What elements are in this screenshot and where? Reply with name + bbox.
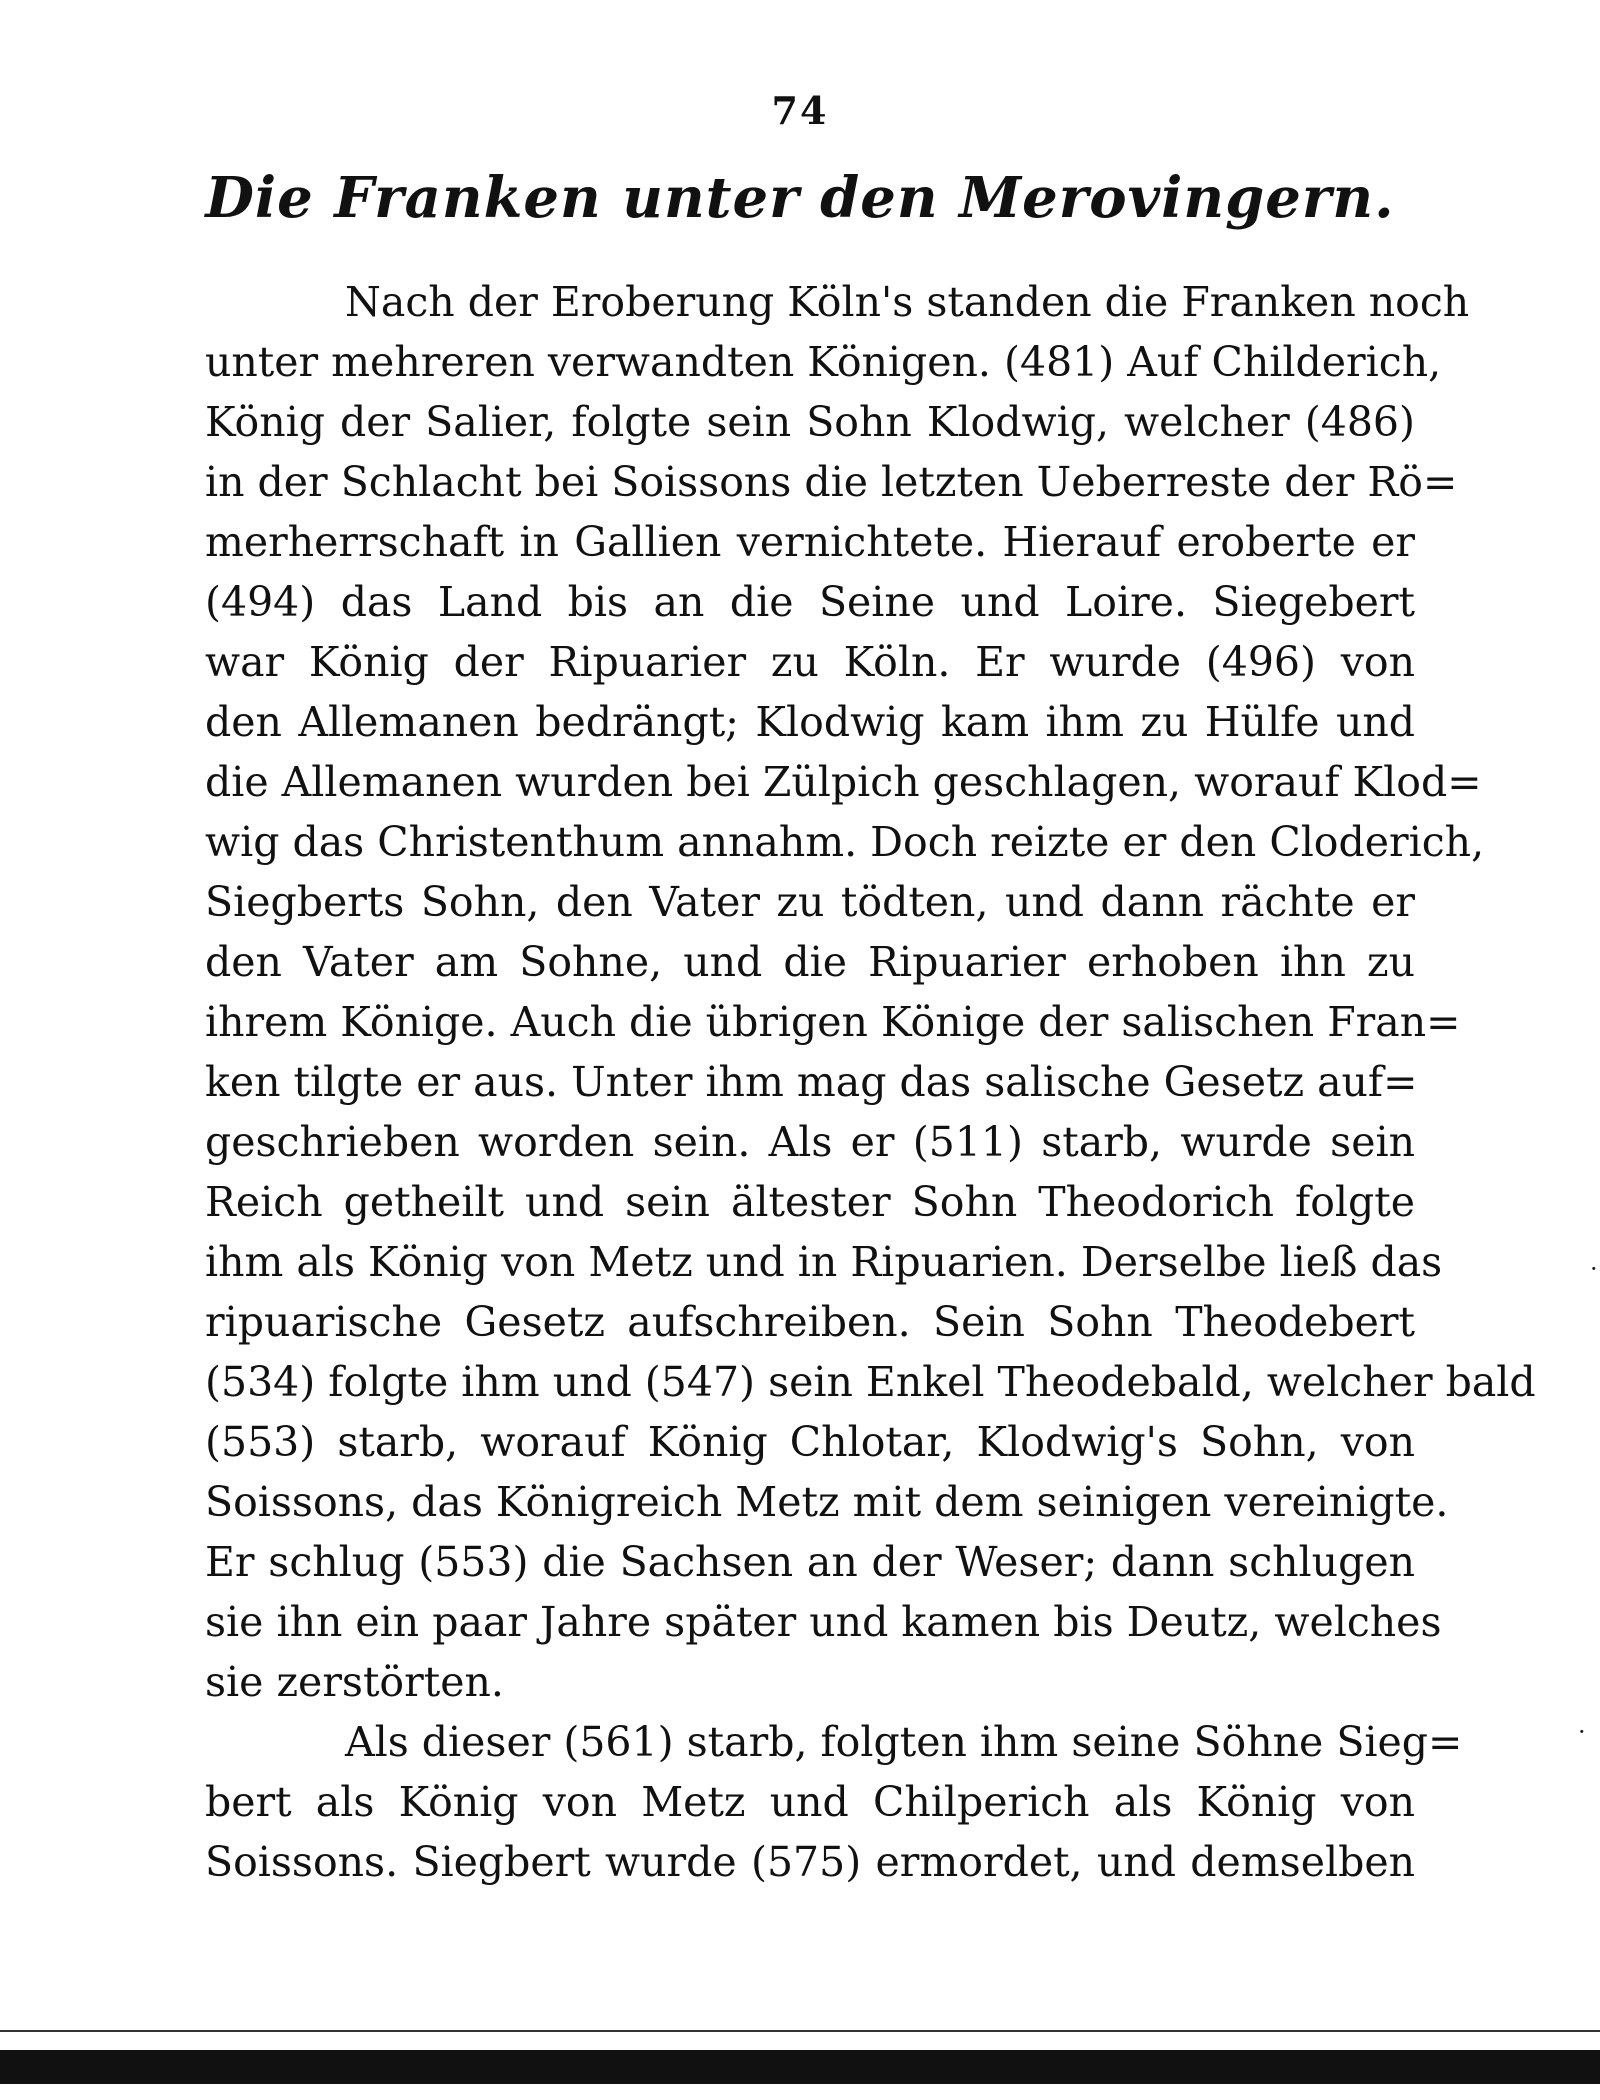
text-line: ripuarische Gesetz aufschreiben. Sein Sohn Theodebert — [205, 1298, 1415, 1346]
text-line: (494) das Land bis an die Seine und Loire. Siegebert — [205, 578, 1415, 626]
text-line: die Allemanen wurden bei Zülpich geschlagen, worauf Klod= — [205, 758, 1482, 806]
text-line: sie zerstörten. — [205, 1658, 504, 1706]
text-line: Nach der Eroberung Köln's standen die Franken noch — [345, 278, 1470, 326]
margin-speck: · — [1578, 1718, 1586, 1746]
text-line: Er schlug (553) die Sachsen an der Weser; dann schlugen — [205, 1538, 1415, 1586]
text-line: sie ihn ein paar Jahre später und kamen bis Deutz, welches — [205, 1598, 1442, 1646]
chapter-title: Die Franken unter den Merovingern. — [205, 165, 1395, 231]
text-line: wig das Christenthum annahm. Doch reizte er den Cloderich, — [205, 818, 1485, 866]
paragraph-1 — [205, 272, 1536, 1712]
text-line: bert als König von Metz und Chilperich als König von — [205, 1778, 1415, 1826]
text-line: Siegberts Sohn, den Vater zu tödten, und dann rächte er — [205, 878, 1415, 926]
margin-speck: · — [1590, 1255, 1598, 1283]
text-line: (534) folgte ihm und (547) sein Enkel Theodebald, welcher bald — [205, 1358, 1536, 1406]
text-line: in der Schlacht bei Soissons die letzten Ueberreste der Rö= — [205, 458, 1458, 506]
text-line: den Allemanen bedrängt; Klodwig kam ihm zu Hülfe und — [205, 698, 1415, 746]
paragraph-2 — [205, 1712, 1463, 1892]
page-number: 74 — [771, 88, 829, 133]
text-line: König der Salier, folgte sein Sohn Klodwig, welcher (486) — [205, 398, 1415, 446]
text-line: (553) starb, worauf König Chlotar, Klodwig's Sohn, von — [205, 1418, 1415, 1466]
text-line: Als dieser (561) starb, folgten ihm seine Söhne Sieg= — [345, 1718, 1463, 1766]
text-line: Soissons. Siegbert wurde (575) ermordet, und demselben — [205, 1838, 1415, 1886]
text-line: unter mehreren verwandten Königen. (481) Auf Childerich, — [205, 338, 1442, 386]
text-line: ihm als König von Metz und in Ripuarien. Derselbe ließ das — [205, 1238, 1443, 1286]
text-line: ihrem Könige. Auch die übrigen Könige der salischen Fran= — [205, 998, 1461, 1046]
text-line: merherrschaft in Gallien vernichtete. Hierauf eroberte er — [205, 518, 1415, 566]
text-line: war König der Ripuarier zu Köln. Er wurde (496) von — [205, 638, 1415, 686]
bottom-rule-thick — [0, 2050, 1600, 2084]
text-line: geschrieben worden sein. Als er (511) starb, wurde sein — [205, 1118, 1415, 1166]
text-line: Soissons, das Königreich Metz mit dem seinigen vereinigte. — [205, 1478, 1449, 1526]
bottom-rule-thin — [0, 2030, 1600, 2032]
text-line: den Vater am Sohne, und die Ripuarier erhoben ihn zu — [205, 938, 1415, 986]
text-line: Reich getheilt und sein ältester Sohn Theodorich folgte — [205, 1178, 1415, 1226]
text-line: ken tilgte er aus. Unter ihm mag das salische Gesetz auf= — [205, 1058, 1418, 1106]
